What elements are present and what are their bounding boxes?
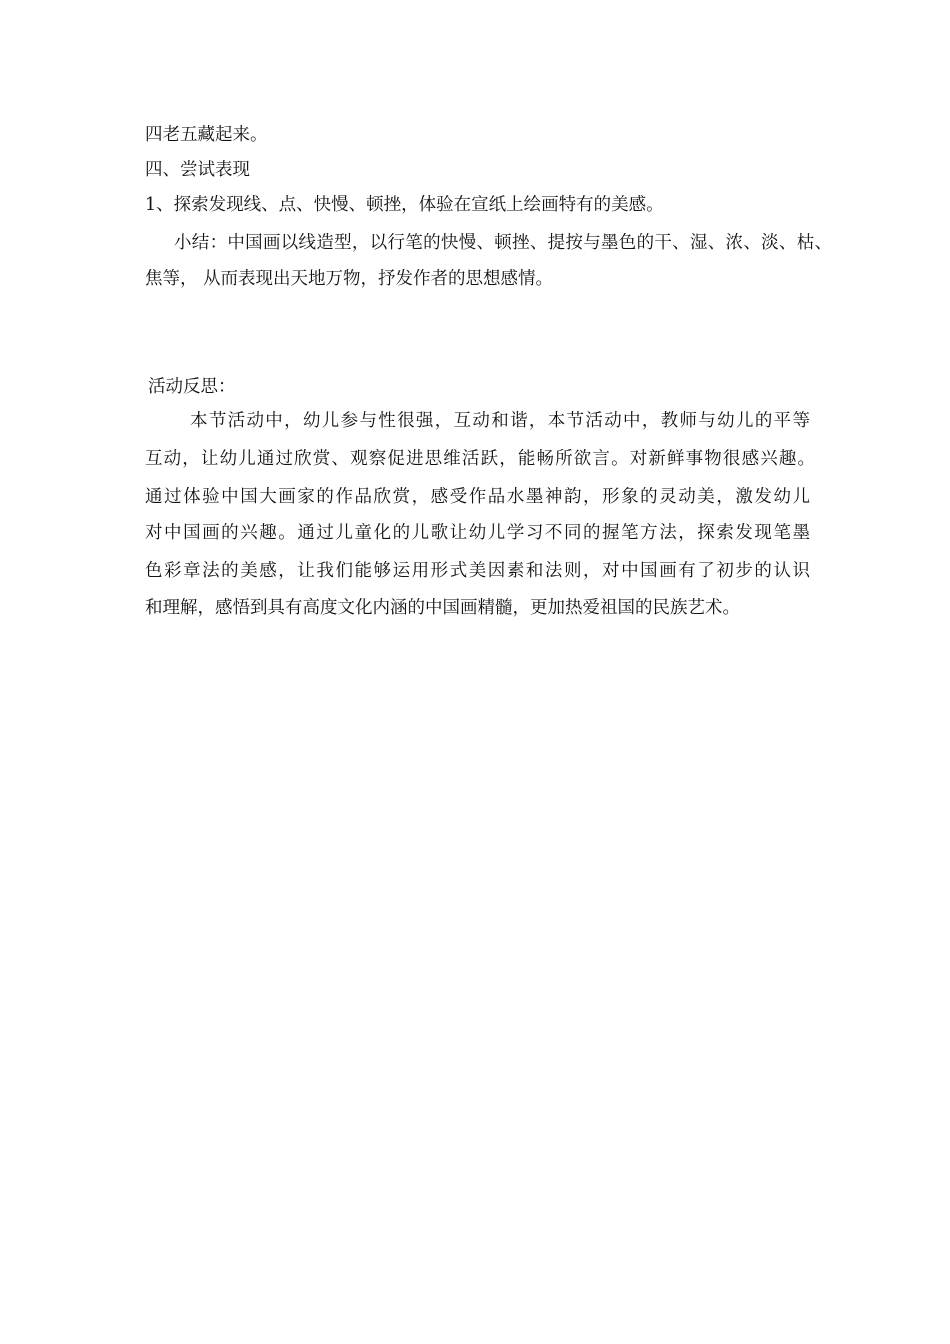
reflection-line-2: 互动，让幼儿通过欣赏、观察促进思维活跃，能畅所欲言。对新鲜事物很感兴趣。 — [145, 449, 815, 469]
reflection-line-1: 本节活动中，幼儿参与性很强，互动和谐，本节活动中，教师与幼儿的平等 — [190, 411, 810, 431]
section-heading-try: 四、尝试表现 — [145, 160, 250, 180]
reflection-line-3: 通过体验中国大画家的作品欣赏，感受作品水墨神韵，形象的灵动美，激发幼儿 — [145, 487, 810, 507]
summary-line-1: 小结：中国画以线造型，以行笔的快慢、顿挫、提按与墨色的干、湿、浓、淡、枯、 — [174, 233, 832, 253]
text-line-explore: 1、探索发现线、点、快慢、顿挫，体验在宣纸上绘画特有的美感。 — [145, 195, 664, 215]
reflection-heading: 活动反思： — [148, 377, 236, 397]
reflection-line-6: 和理解，感悟到具有高度文化内涵的中国画精髓，更加热爱祖国的民族艺术。 — [145, 598, 740, 618]
text-line-1: 四老五藏起来。 — [145, 125, 268, 145]
summary-line-2: 焦等， 从而表现出天地万物，抒发作者的思想感情。 — [145, 269, 554, 289]
reflection-line-5: 色彩章法的美感，让我们能够运用形式美因素和法则，对中国画有了初步的认识 — [145, 561, 810, 581]
reflection-line-4: 对中国画的兴趣。通过儿童化的儿歌让幼儿学习不同的握笔方法，探索发现笔墨 — [145, 523, 810, 543]
